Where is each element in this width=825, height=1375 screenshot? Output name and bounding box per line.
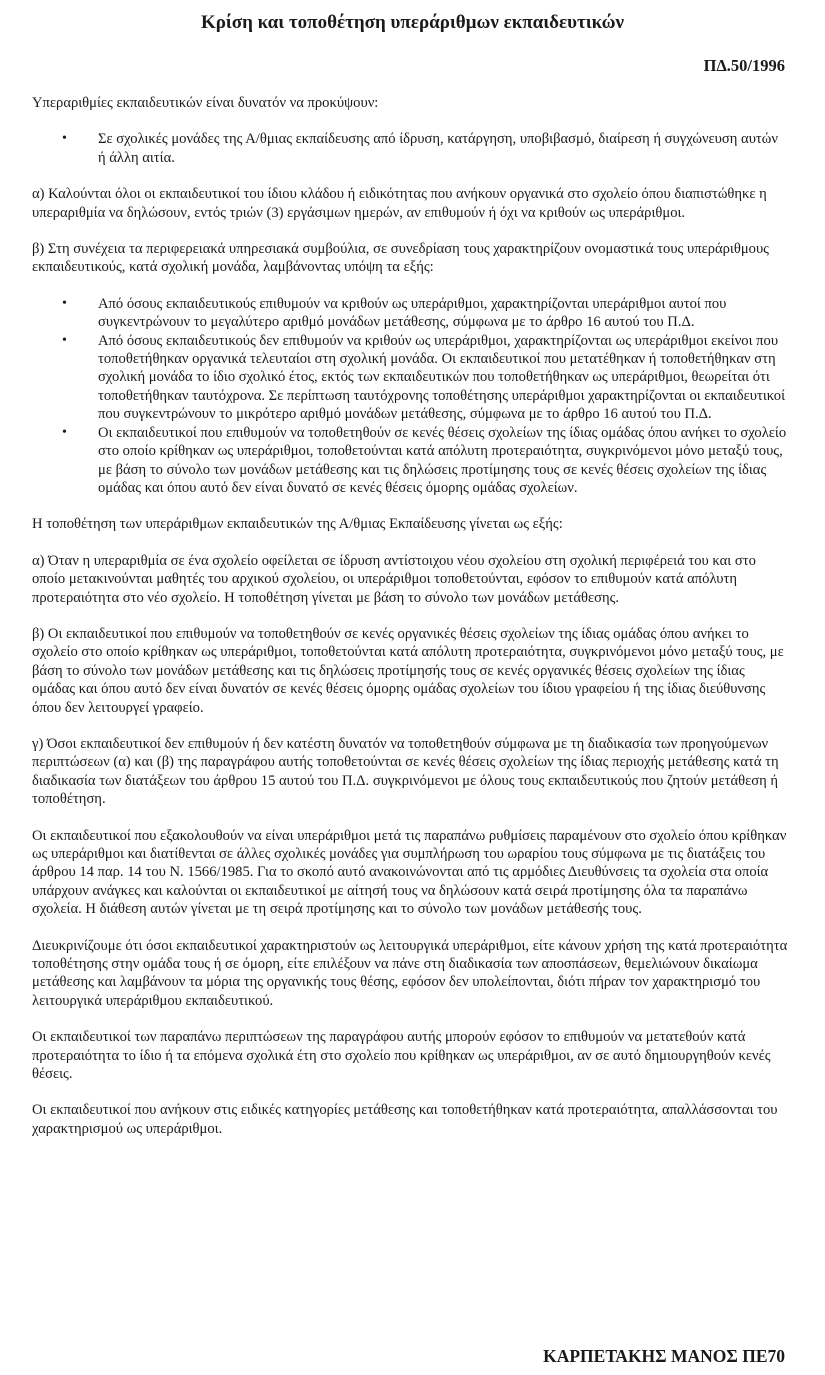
- bullet-icon: •: [62, 131, 67, 147]
- list-item: [32, 130, 788, 167]
- bullet-icon: •: [62, 332, 67, 348]
- list-item: [32, 424, 788, 498]
- return-paragraph: Οι εκπαιδευτικοί των παραπάνω περιπτώσεων της παραγράφου αυτής μπορούν εφόσον το επιθυμούν να μετατεθούν κατά προτεραιότητα το ίδιο ή τα επόμενα σχολικά έτη στο σχολείο που κρίθηκαν ως υπεράριθμοι, αν σε αυτό δημιουργηθούν κενές θέσεις.: [32, 1029, 771, 1083]
- document-body: [32, 94, 788, 1156]
- list-item-text: Από όσους εκπαιδευτικούς δεν επιθυμούν να κριθούν ως υπεράριθμοι, χαρακτηρίζονται ως υπεράριθμοι εκείνοι που τοποθετήθηκαν οργανικά τελευταίοι στη σχολική μονάδα. Οι εκπαιδευτικοί που μετατέθηκαν ή τοποθετήθηκαν στη σχολική μονάδα το ίδιο σχολικό έτος, εκτός των εκπαιδευτικών που τοποθετήθηκαν ως υπεράριθμοι, θεωρείται ότι τοποθετήθηκαν ταυτόχρονα. Σε περίπτωση ταυτόχρονης τοποθέτησης υπεράριθμοι χαρακτηρίζονται οι εκπαιδευτικοί που συγκεντρώνουν το μικρότερο αριθμό μονάδων μετάθεσης, σύμφωνα με το άρθρο 16 αυτού του Π.Δ.: [98, 332, 786, 423]
- placement-a-paragraph: α) Όταν η υπεραριθμία σε ένα σχολείο οφείλεται σε ίδρυση αντίστοιχου νέου σχολείου στη σχολική περιφέρειά του και στο οποίο μετακινούνται μαθητές του αρχικού σχολείου, οι υπεράριθμοι τοποθετούνται, εφόσον το επιθυμούν κατά απόλυτη προτεραιότητα στο νέο σχολείο. Η τοποθέτηση γίνεται με βάση το σύνολο των μονάδων μετάθεσης.: [32, 552, 756, 606]
- paragraph-b: β) Στη συνέχεια τα περιφερειακά υπηρεσιακά συμβούλια, σε συνεδρίαση τους χαρακτηρίζουν ονομαστικά τους υπεράριθμους εκπαιδευτικούς, κατά σχολική μονάδα, λαμβάνοντας υπόψη τα εξής:: [32, 241, 769, 276]
- list-item: [32, 332, 788, 424]
- placement-b-paragraph: β) Οι εκπαιδευτικοί που επιθυμούν να τοποθετηθούν σε κενές οργανικές θέσεις σχολείων της ίδιας ομάδας όπου ανήκει το σχολείο στο οποίο κρίθηκαν ως υπεράριθμοι, τοποθετούνται κατά απόλυτη προτεραιότητα, συγκρινόμενοι μόνο μεταξύ τους, με βάση το σύνολο των μονάδων μετάθεσης και τις δηλώσεις προτίμησής τους σε κενές οργανικές θέσεις σχολείων της ίδιας ομάδας και όπου αυτό δεν είναι δυνατόν σε κενές θέσεις όμορης ομάδας σχολείων του ίδιου γραφείου ή της ίδιας διεύθυνσης όπου δεν λειτουργεί γραφείο.: [32, 625, 784, 716]
- list-item-text: Από όσους εκπαιδευτικούς επιθυμούν να κριθούν ως υπεράριθμοι, χαρακτηρίζονται υπεράριθμοι αυτοί που συγκεντρώνουν το μεγαλύτερο αριθμό μονάδων μετάθεσης, σύμφωνα με το άρθρο 16 αυτού του Π.Δ.: [98, 295, 727, 331]
- intro-paragraph: Υπεραριθμίες εκπαιδευτικών είναι δυνατόν να προκύψουν:: [32, 95, 379, 111]
- criteria-bullet-list: [32, 295, 788, 497]
- intro-bullet-list: [32, 130, 788, 167]
- placement-c-paragraph: γ) Όσοι εκπαιδευτικοί δεν επιθυμούν ή δεν κατέστη δυνατόν να τοποθετηθούν σύμφωνα με τη διαδικασία των προηγούμενων περιπτώσεων (α) και (β) της παραγράφου αυτής τοποθετούνται σε κενές θέσεις σχολείων της ίδιας περιοχής μετάθεσης κατά τη διαδικασία των διατάξεων του άρθρου 15 αυτού του Π.Δ. συγκρινόμενοι με όλους τους εκπαιδευτικούς που ζητούν μετάθεση ή τοποθέτηση.: [32, 735, 779, 808]
- list-item-text: Σε σχολικές μονάδες της Α/θμιας εκπαίδευσης από ίδρυση, κατάργηση, υποβιβασμό, διαίρεση ή συγχώνευση αυτών ή άλλη αιτία.: [98, 131, 778, 166]
- list-item-text: Οι εκπαιδευτικοί που επιθυμούν να τοποθετηθούν σε κενές θέσεις σχολείων της ίδιας ομάδας όπου ανήκει το σχολείο στο οποίο κρίθηκαν ως υπεράριθμοι, τοποθετούνται κατά απόλυτη προτεραιότητα, συγκρινόμενοι μόνο μεταξύ τους, με βάση το σύνολο των μονάδων μετάθεσης και τις δηλώσεις προτίμησης τους σε κενές θέσεις σχολείων της ίδιας ομάδας και όπου αυτό δεν είναι δυνατό σε κενές θέσεις όμορης ομάδας σχολείων.: [98, 424, 787, 496]
- list-item: [32, 295, 788, 332]
- page-title: Κρίση και τοποθέτηση υπεράριθμων εκπαιδευτικών: [200, 12, 625, 33]
- bullet-icon: •: [62, 295, 67, 311]
- placement-intro-paragraph: Η τοποθέτηση των υπεράριθμων εκπαιδευτικών της Α/θμιας Εκπαίδευσης γίνεται ως εξής:: [32, 516, 563, 533]
- special-categories-paragraph: Οι εκπαιδευτικοί που ανήκουν στις ειδικές κατηγορίες μετάθεσης και τοποθετήθηκαν κατά προτεραιότητα, απαλλάσσονται του χαρακτηρισμού ως υπεράριθμοι.: [32, 1102, 778, 1137]
- clarification-paragraph: Διευκρινίζουμε ότι όσοι εκπαιδευτικοί χαρακτηριστούν ως λειτουργικά υπεράριθμοι, είτε κάνουν χρήση της κατά προτεραιότητα τοποθέτησης στην ομάδα τους ή σε όμορη, είτε επιλέξουν να πάνε στη διαδικασία των αποσπάσεων, θεμελιώνουν δικαίωμα μετάθεσης και λαμβάνουν τα μόρια της οργανικής τους θέσης, εφόσον δεν υπολείπονται, διότι πήραν τον χαρακτηρισμό του λειτουργικά υπεράριθμου εκπαιδευτικού.: [32, 937, 788, 1009]
- law-reference: ΠΔ.50/1996: [703, 56, 785, 75]
- remaining-surplus-paragraph: Οι εκπαιδευτικοί που εξακολουθούν να είναι υπεράριθμοι μετά τις παραπάνω ρυθμίσεις παραμένουν στο σχολείο όπου κρίθηκαν ως υπεράριθμοι και διατίθενται σε άλλες σχολικές μονάδες για συμπλήρωση του ωραρίου τους σύμφωνα με τις διατάξεις του άρθρου 14 παρ. 14 του Ν. 1566/1985. Για το σκοπό αυτό ανακοινώνονται από τις αρμόδιες Διευθύνσεις τα σχολεία στα οποία υπάρχουν ανάγκες και καλούνται οι εκπαιδευτικοί με αίτησή τους να δηλώσουν κατά σειρά προτίμησης όλα τα παραπάνω σχολεία. Η διάθεση αυτών γίνεται με τη σειρά προτίμησης και το σύνολο των μονάδων μετάθεσής τους.: [32, 827, 787, 918]
- bullet-icon: •: [62, 424, 67, 440]
- paragraph-a: α) Καλούνται όλοι οι εκπαιδευτικοί του ίδιου κλάδου ή ειδικότητας που ανήκουν οργανικά στο σχολείο όπου διαπιστώθηκε η υπεραριθμία να δηλώσουν, εντός τριών (3) εργάσιμων ημερών, αν επιθυμούν ή όχι να κριθούν ως υπεράριθμοι.: [32, 186, 767, 221]
- author-signature: ΚΑΡΠΕΤΑΚΗΣ ΜΑΝΟΣ ΠΕ70: [543, 1346, 785, 1366]
